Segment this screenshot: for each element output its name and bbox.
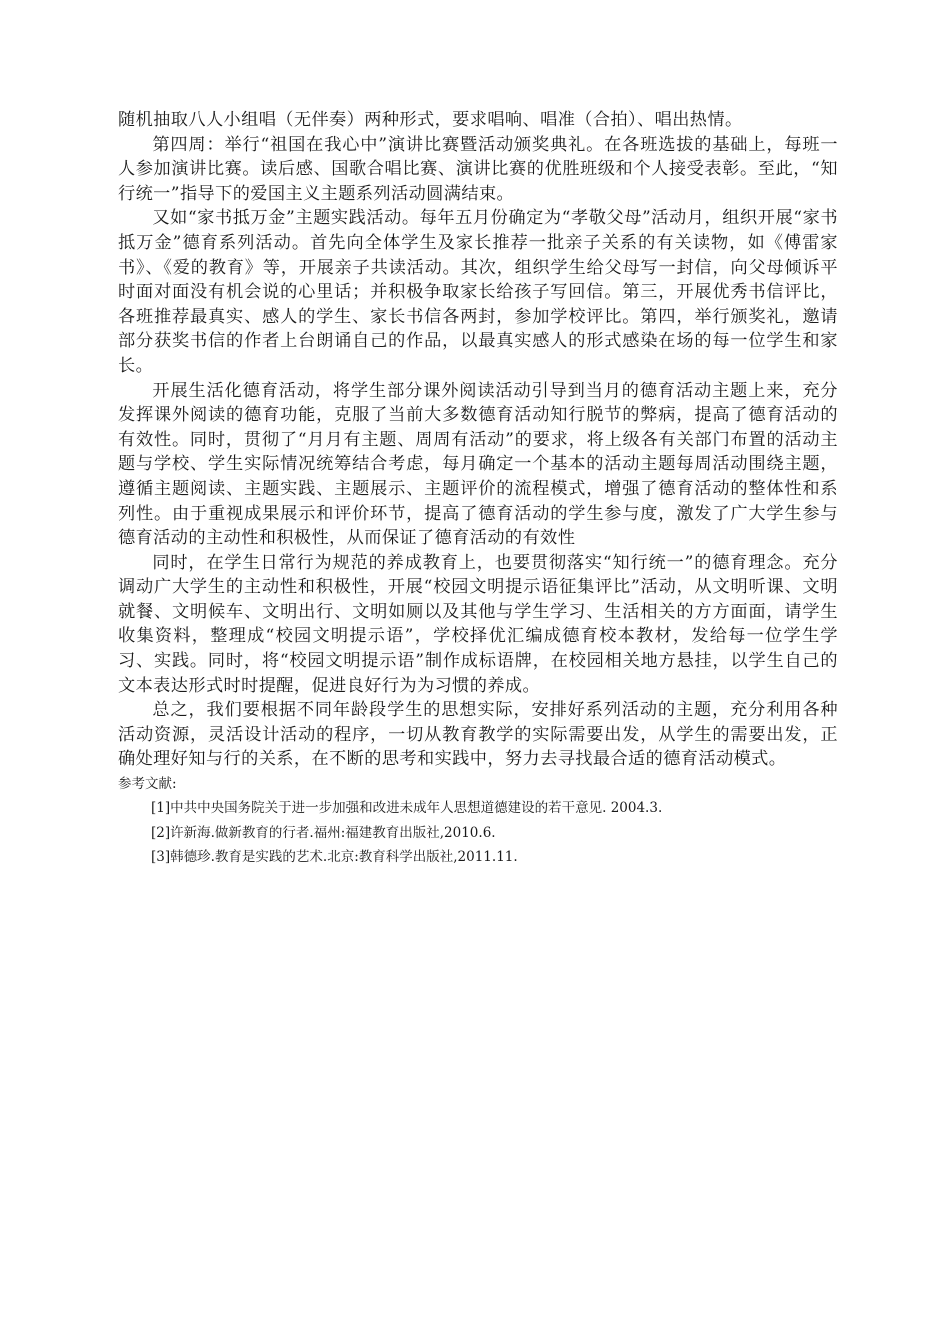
paragraph-week-four: 第四周：举行“祖国在我心中”演讲比赛暨活动颁奖典礼。在各班选拔的基础上，每班一人参加演讲比赛。读后感、国歌合唱比赛、演讲比赛的优胜班级和个人接受表彰。至此，“知行统一”指导下的爱国主义主题系列活动圆满结束。 xyxy=(118,134,838,204)
references-heading: 参考文献: xyxy=(118,776,177,793)
paragraph-life-moral-activities: 开展生活化德育活动，将学生部分课外阅读活动引导到当月的德育活动主题上来，充分发挥课外阅读的德育功能，克服了当前大多数德育活动知行脱节的弊病，提高了德育活动的有效性。同时，贯彻了“月月有主题、周周有活动”的要求，将上级各有关部门布置的活动主题与学校、学生实际情况统筹结合考虑，每月确定一个基本的活动主题每周活动围绕主题，遵循主题阅读、主题实践、主题展示、主题评价的流程模式，增强了德育活动的整体性和系列性。由于重视成果展示和评价环节，提高了德育活动的学生参与度，激发了广大学生参与德育活动的主动性和积极性，从而保证了德育活动的有效性 xyxy=(118,380,838,549)
paragraph-conclusion: 总之，我们要根据不同年龄段学生的思想实际，安排好系列活动的主题，充分利用各种活动资源，灵活设计活动的程序，一切从教育教学的实际需要出发，从学生的需要出发，正确处理好知与行的关系，在不断的思考和实践中，努力去寻找最合适的德育活动模式。 xyxy=(118,700,838,770)
document-page xyxy=(118,108,838,870)
paragraph-behavior-norms: 同时，在学生日常行为规范的养成教育上，也要贯彻落实“知行统一”的德育理念。充分调动广大学生的主动性和积极性，开展“校园文明提示语征集评比”活动，从文明听课、文明就餐、文明候车、文明出行、文明如厕以及其他与学生学习、生活相关的方方面面，请学生收集资料，整理成“校园文明提示语”，学校择优汇编成德育校本教材，发给每一位学生学习、实践。同时，将“校园文明提示语”制作成标语牌，在校园相关地方悬挂，以学生自己的文本表达形式时时提醒，促进良好行为为习惯的养成。 xyxy=(118,552,838,696)
reference-item: [2]许新海.做新教育的行者.福州:福建教育出版社,2010.6. xyxy=(151,824,496,841)
paragraph-continuation: 随机抽取八人小组唱（无伴奏）两种形式，要求唱响、唱准（合拍）、唱出热情。 xyxy=(118,110,743,130)
references-list xyxy=(118,796,838,870)
paragraph-family-letters: 又如“家书抵万金”主题实践活动。每年五月份确定为“孝敬父母”活动月，组织开展“家书抵万金”德育系列活动。首先向全体学生及家长推荐一批亲子关系的有关读物，如《傅雷家书》、《爱的教育》等，开展亲子共读活动。其次，组织学生给父母写一封信，向父母倾诉平时面对面没有机会说的心里话；并积极争取家长给孩子写回信。第三，开展优秀书信评比，各班推荐最真实、感人的学生、家长书信各两封，参加学校评比。第四，举行颁奖礼，邀请部分获奖书信的作者上台朗诵自己的作品，以最真实感人的形式感染在场的每一位学生和家长。 xyxy=(118,208,838,376)
reference-item: [1]中共中央国务院关于进一步加强和改进未成年人思想道德建设的若干意见. 2004.3. xyxy=(151,800,663,817)
reference-item: [3]韩德珍.教育是实践的艺术.北京:教育科学出版社,2011.11. xyxy=(151,849,518,866)
